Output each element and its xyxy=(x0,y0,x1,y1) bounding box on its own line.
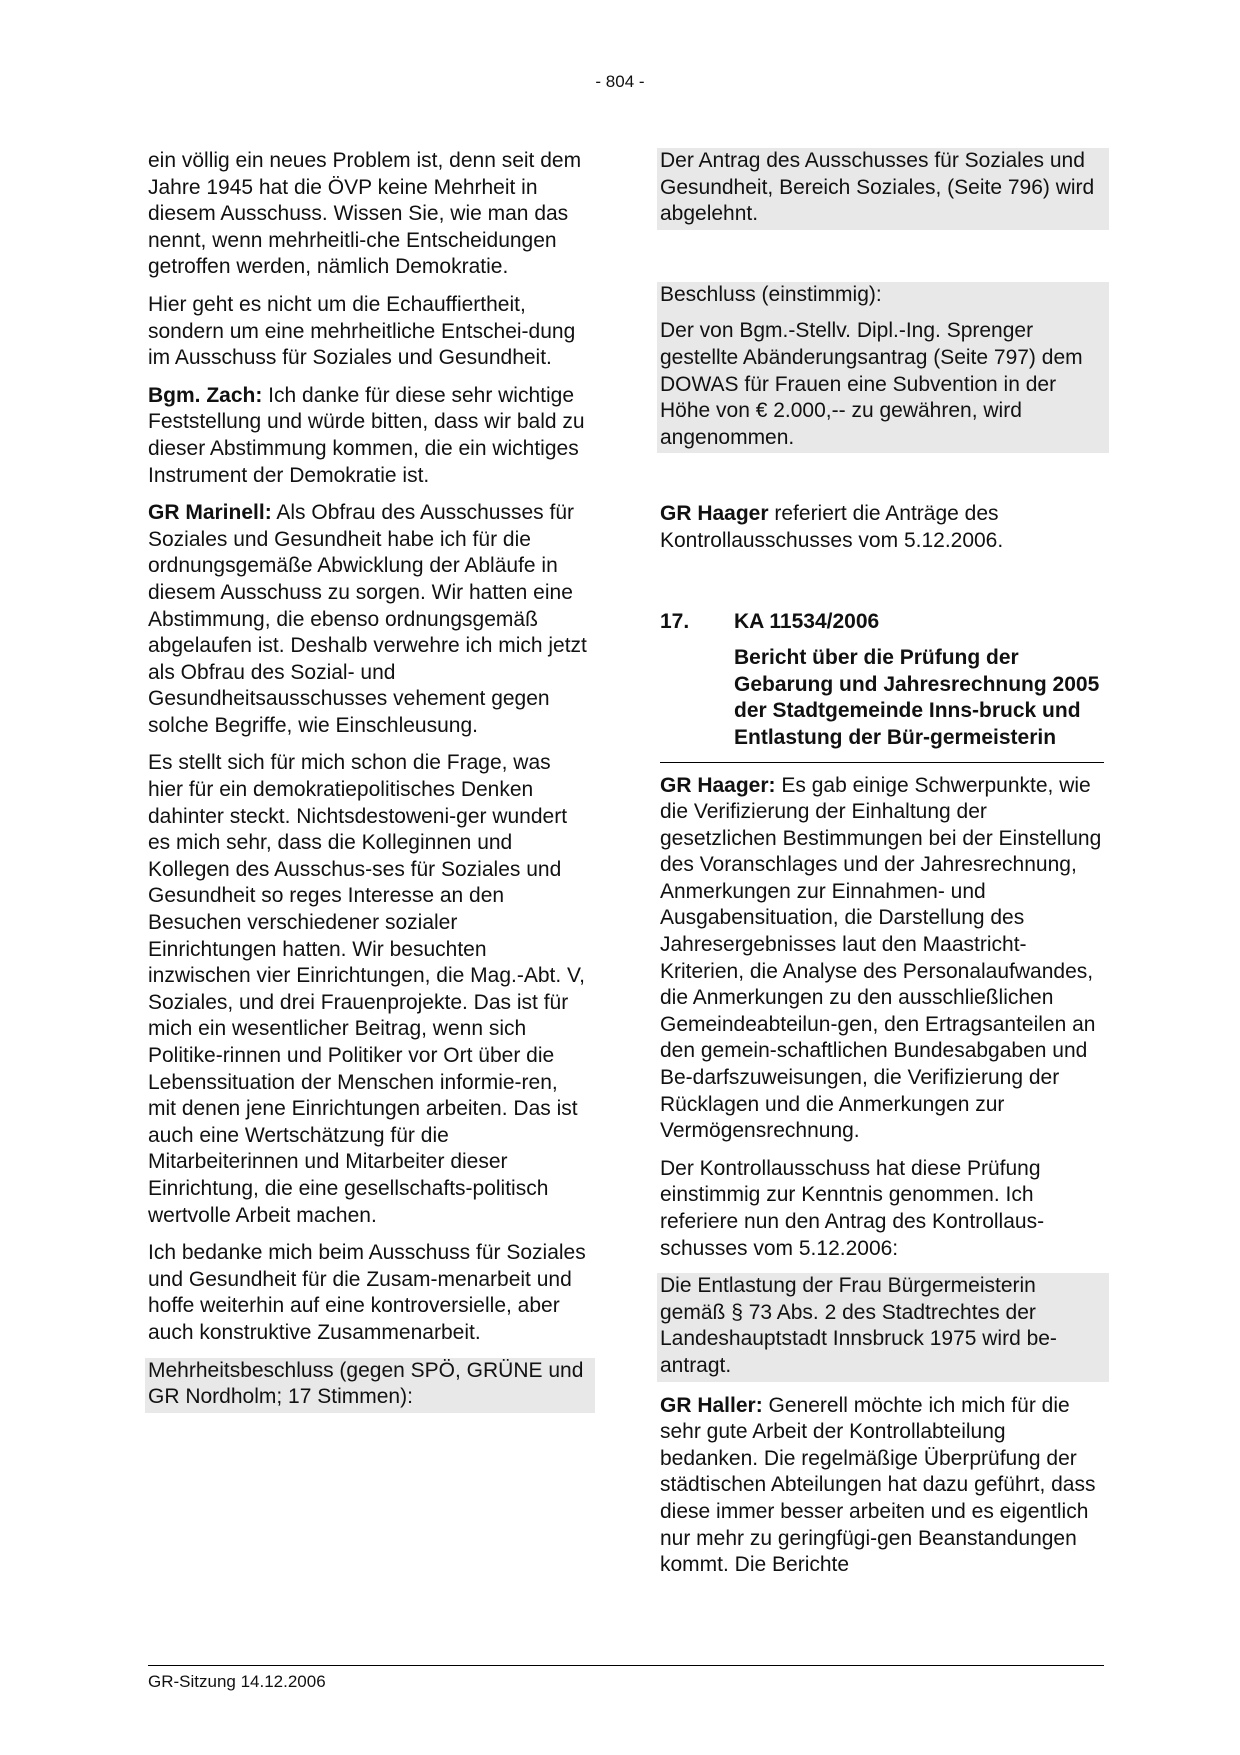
speaker-name: GR Haller: xyxy=(660,1393,763,1417)
speech-paragraph xyxy=(660,773,1104,1145)
motion-text: Die Entlastung der Frau Bürgermeisterin gemäß § 73 Abs. 2 des Stadtrechtes der Landeshauptstadt Innsbruck 1975 wird be-antragt. xyxy=(660,1274,1057,1377)
paragraph: Der Kontrollausschuss hat diese Prüfung einstimmig zur Kenntnis genommen. Ich referiere nun den Antrag des Kontrollaus-schusses vom 5.12.2006: xyxy=(660,1156,1045,1260)
speech-text: referiert die Anträge des Kontrollausschusses vom 5.12.2006. xyxy=(660,502,1004,552)
decision-text: Der von Bgm.-Stellv. Dipl.-Ing. Sprenger gestellte Abänderungsantrag (Seite 797) dem DOWAS für Frauen eine Subvention in der Höhe von € 2.000,-- zu gewähren, wird angenommen. xyxy=(660,319,1083,449)
speech-paragraph xyxy=(148,383,590,489)
speaker-name: GR Marinell: xyxy=(148,501,272,525)
left-column xyxy=(148,148,590,1413)
agenda-reference: KA 11534/2006 xyxy=(734,609,880,633)
speaker-name: Bgm. Zach: xyxy=(148,383,263,407)
decision-box xyxy=(657,282,1109,454)
paragraph: ein völlig ein neues Problem ist, denn seit dem Jahre 1945 hat die ÖVP keine Mehrheit in diesem Ausschuss. Wissen Sie, wie man das nennt, wenn mehrheitli-che Entscheidungen getroffen werden, nämlich Demokratie. xyxy=(148,149,582,279)
speaker-name: GR Haager xyxy=(660,502,769,526)
speech-paragraph xyxy=(660,501,1104,554)
resolution-text: Mehrheitsbeschluss (gegen SPÖ, GRÜNE und GR Nordholm; 17 Stimmen): xyxy=(148,1358,584,1409)
speech-text: Es gab einige Schwerpunkte, wie die Verifizierung der Einhaltung der gesetzlichen Bestimmungen bei der Einstellung des Voranschlages und der Jahresrechnung, Anmerkungen zur Einnahmen- und Ausgabensituation, die Darstellung des Jahresergebnisses laut den Maastricht-Kriterien, die Analyse des Personalaufwandes, die Anmerkungen zu den ausschließlichen Gemeindeabteilun-gen, den Ertragsanteilen an den gemein-schaftlichen Bundesabgaben und Be-darfszuweisungen, die Verifizierung der Rücklagen und die Anmerkungen zur Vermögensrechnung. xyxy=(660,773,1102,1143)
agenda-header xyxy=(660,609,1104,636)
speech-text: Generell möchte ich mich für die sehr gute Arbeit der Kontrollabteilung bedanken. Die regelmäßige Überprüfung der städtischen Abteilungen hat dazu geführt, dass diese immer besser arbeiten und es eigentlich nur mehr zu geringfügi-gen Beanstandungen kommt. Die Berichte xyxy=(660,1393,1096,1577)
paragraph: Hier geht es nicht um die Echauffiertheit, sondern um eine mehrheitliche Entschei-dung im Ausschuss für Soziales und Gesundheit. xyxy=(148,292,576,370)
speech-text: Ich danke für diese sehr wichtige Feststellung und würde bitten, dass wir bald zu dieser Abstimmung kommen, die ein wichtiges Instrument der Demokratie ist. xyxy=(148,383,585,487)
decision-box xyxy=(657,148,1109,230)
paragraph: Ich bedanke mich beim Ausschuss für Soziales und Gesundheit für die Zusam-menarbeit und hoffe weiterhin auf eine kontroversielle, aber auch konstruktive Zusammenarbeit. xyxy=(148,1241,586,1344)
page-number: - 804 - xyxy=(595,72,645,91)
speech-text: Als Obfrau des Ausschusses für Soziales und Gesundheit habe ich für die ordnungsgemäße Abwicklung der Abläufe in diesem Ausschuss zu sorgen. Wir hatten eine Abstimmung, die ebenso ordnungsgemäß abgelaufen ist. Deshalb verwehre ich mich jetzt als Obfrau des Sozial- und Gesundheitsausschusses vehement gegen solche Begriffe, wie Einschleusung. xyxy=(148,501,587,737)
decision-text: Der Antrag des Ausschusses für Soziales und Gesundheit, Bereich Soziales, (Seite 796) wird abgelehnt. xyxy=(660,149,1095,226)
agenda-title: Bericht über die Prüfung der Gebarung und Jahresrechnung 2005 der Stadtgemeinde Inns-bruck und Entlastung der Bür-germeisterin xyxy=(734,646,1100,749)
agenda-number: 17. xyxy=(660,609,690,633)
speech-paragraph xyxy=(148,500,590,739)
footer-divider xyxy=(148,1665,1104,1666)
paragraph: Es stellt sich für mich schon die Frage, was hier für ein demokratiepolitisches Denken dahinter steckt. Nichtsdestoweni-ger wundert es mich sehr, dass die Kolleginnen und Kollegen des Ausschus-ses für Soziales und Gesundheit so reges Interesse an den Besuchen verschiedener sozialer Einrichtungen hatten. Wir besuchten inzwischen vier Einrichtungen, die Mag.-Abt. V, Soziales, und drei Frauenprojekte. Das ist für mich ein wesentlicher Beitrag, wenn sich Politike-rinnen und Politiker vor Ort über die Lebenssituation der Menschen informie-ren, mit denen jene Einrichtungen arbeiten. Das ist auch eine Wertschätzung für die Mitarbeiterinnen und Mitarbeiter dieser Einrichtung, die eine gesellschafts-politisch wertvolle Arbeit machen. xyxy=(148,751,585,1227)
right-column xyxy=(660,148,1104,1590)
decision-heading: Beschluss (einstimmig): xyxy=(660,282,882,306)
divider xyxy=(660,762,1104,763)
agenda-item xyxy=(660,609,1104,763)
footer-session-date: GR-Sitzung 14.12.2006 xyxy=(148,1672,326,1691)
resolution-box xyxy=(145,1358,595,1413)
speech-paragraph xyxy=(660,1393,1104,1579)
motion-box xyxy=(657,1273,1109,1381)
speaker-name: GR Haager: xyxy=(660,773,776,797)
